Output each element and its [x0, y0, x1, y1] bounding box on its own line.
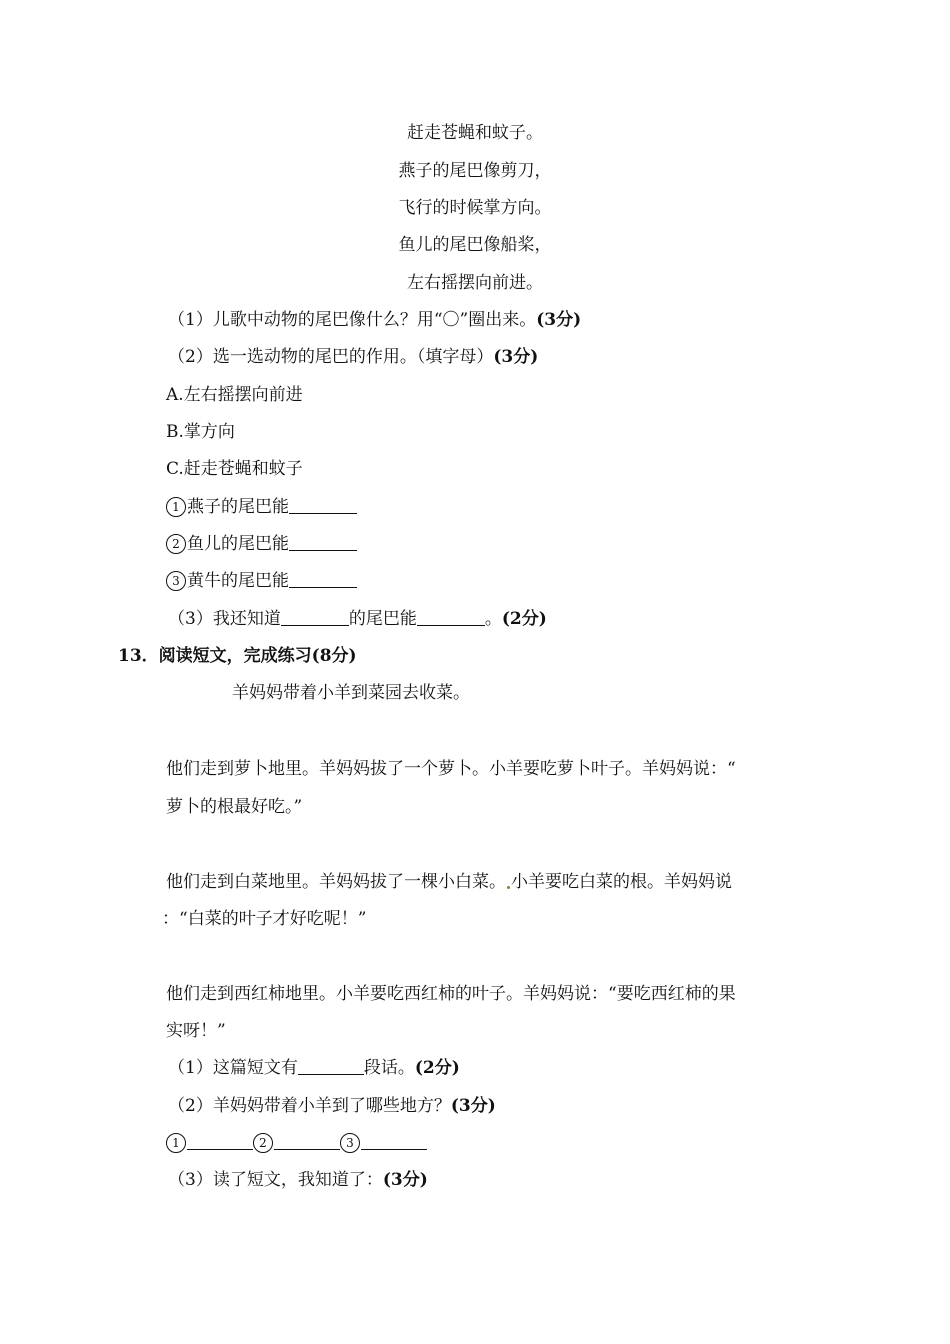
- answer-blank[interactable]: [187, 1133, 253, 1150]
- answer-blank[interactable]: [289, 534, 357, 551]
- poem-line: 赶走苍蝇和蚊子。: [407, 123, 543, 143]
- answer-blank[interactable]: [281, 609, 349, 626]
- story-intro: 羊妈妈带着小羊到菜园去收菜。: [232, 683, 470, 703]
- item-3: 3 黄牛的尾巴能: [166, 570, 357, 592]
- circled-number: 3: [340, 1133, 360, 1153]
- story-para2: 他们走到白菜地里。羊妈妈拔了一棵小白菜。 小羊要吃白菜的根。羊妈妈说: [166, 872, 732, 892]
- story-para2: ：“白菜的叶子才好吃呢！”: [162, 909, 367, 929]
- answer-blank[interactable]: [289, 497, 357, 514]
- circled-number: 1: [166, 1133, 186, 1153]
- option-b: B.掌方向: [166, 422, 235, 442]
- q13-answers: [166, 1132, 427, 1154]
- poem-line: 飞行的时候掌方向。: [398, 198, 552, 218]
- q13-title: 13．阅读短文，完成练习(8分): [118, 646, 357, 666]
- answer-blank[interactable]: [274, 1133, 340, 1150]
- item-1: 1 燕子的尾巴能: [166, 496, 357, 518]
- q13-part1: （1）这篇短文有 段话。(2分): [168, 1058, 460, 1078]
- circled-number: 1: [166, 497, 186, 517]
- circled-number: 2: [166, 534, 186, 554]
- poem-line: 左右摇摆向前进。: [407, 273, 543, 293]
- q13-part3: （3）读了短文，我知道了：(3分): [168, 1170, 428, 1190]
- poem-line: 燕子的尾巴像剪刀，: [398, 161, 552, 181]
- circled-number: 3: [166, 571, 186, 591]
- q13-part2: （2）羊妈妈带着小羊到了哪些地方？(3分): [168, 1096, 496, 1116]
- item-2: 2 鱼儿的尾巴能: [166, 533, 357, 555]
- story-para1: 他们走到萝卜地里。羊妈妈拔了一个萝卜。小羊要吃萝卜叶子。羊妈妈说：“: [166, 759, 736, 779]
- story-para1: 萝卜的根最好吃。”: [166, 797, 303, 817]
- option-c: C.赶走苍蝇和蚊子: [166, 459, 303, 479]
- circled-number: 2: [253, 1133, 273, 1153]
- poem-line: 鱼儿的尾巴像船桨，: [398, 235, 552, 255]
- story-para3: 他们走到西红柿地里。小羊要吃西红柿的叶子。羊妈妈说：“要吃西红柿的果: [166, 984, 736, 1004]
- q12-part1: （1）儿歌中动物的尾巴像什么？用“〇”圈出来。(3分): [168, 310, 582, 330]
- answer-blank[interactable]: [298, 1058, 364, 1075]
- q12-part3: （3）我还知道 的尾巴能 。(2分): [168, 609, 547, 629]
- story-para3: 实呀！”: [166, 1021, 226, 1041]
- stray-mark: [507, 886, 510, 889]
- option-a: A.左右摇摆向前进: [166, 385, 303, 405]
- answer-blank[interactable]: [417, 609, 485, 626]
- answer-blank[interactable]: [289, 571, 357, 588]
- q12-part2: （2）选一选动物的尾巴的作用。（填字母）(3分): [168, 347, 539, 367]
- answer-blank[interactable]: [361, 1133, 427, 1150]
